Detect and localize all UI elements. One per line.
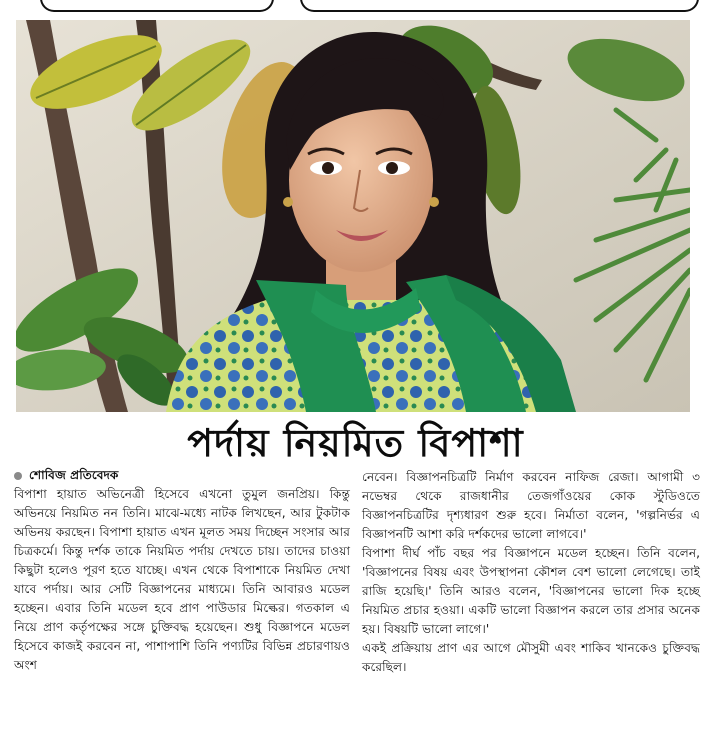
article-headline: পর্দায় নিয়মিত বিপাশা [187, 420, 524, 465]
bullet-icon [14, 472, 22, 480]
article-column-left [14, 466, 350, 675]
body-paragraph: বিপাশা হায়াত অভিনেত্রী হিসেবে এখনো তুমুল জনপ্রিয়। কিন্তু অভিনয়ে নিয়মিত নন তিনি। মাঝে-মধ্যে নাটক লিখছেন, আর টুকটাক অভিনয় করছেন। বিপাশা হায়াত এখন মূলত সময় দিচ্ছেন সংসার আর চিত্রকর্মে। কিন্তু দর্শক তাকে নিয়মিত পর্দায় দেখতে চায়। তাদের চাওয়া কিছুটা হলেও পূরণ হতে যাচ্ছে। এখন থেকে বিপাশাকে নিয়মিত দেখা যাবে পর্দায়। আর সেটি বিজ্ঞাপনের মাধ্যমে। তিনি আবারও মডেল হচ্ছেন। এবার তিনি মডেল হবে প্রাণ পাউডার মিল্কের। গতকাল এ নিয়ে প্রাণ কর্তৃপক্ষের সঙ্গে চুক্তিবদ্ধ হয়েছেন। শুধু বিজ্ঞাপনে মডেল হিসেবে কাজই করবেন না, পাশাপাশি তিনি পণ্যটির বিভিন্ন প্রচারণায়ও অংশ [14, 487, 350, 672]
article-column-right [362, 468, 700, 677]
body-paragraph: একই প্রক্রিয়ায় প্রাণ এর আগে মৌসুমী এবং শাকিব খানকেও চুক্তিবদ্ধ করেছিল। [362, 641, 700, 674]
body-paragraph: বিপাশা দীর্ঘ পাঁচ বছর পর বিজ্ঞাপনে মডেল হচ্ছেন। তিনি বলেন, 'বিজ্ঞাপনের বিষয় এবং উপস্থাপনা কৌশল বেশ ভালো লেগেছে। তাই রাজি হয়েছি।' তিনি আরও বলেন, 'বিজ্ঞাপনের ভালো দিক হচ্ছে নিয়মিত প্রচার হওয়া। একটি ভালো বিজ্ঞাপন করলে তার প্রসার অনেক হয়। বিষয়টি ভালো লাগে।' [362, 546, 700, 636]
byline-text: শোবিজ প্রতিবেদক [29, 468, 119, 482]
decorative-border-right [300, 0, 699, 12]
previous-article-border [0, 0, 711, 14]
byline [14, 466, 350, 485]
decorative-border-left [40, 0, 274, 12]
article-photo [16, 20, 690, 412]
body-paragraph: নেবেন। বিজ্ঞাপনচিত্রটি নির্মাণ করবেন নাফিজ রেজা। আগামী ৩ নভেম্বর থেকে রাজধানীর তেজগাঁওয়ের কোক স্টুডিওতে বিজ্ঞাপনচিত্রটির দৃশ্যধারণ শুরু হবে। নির্মাতা বলেন, 'গল্পনির্ভর এ বিজ্ঞাপনটি আশা করি দর্শকদের ভালো লাগবে।' [362, 470, 700, 541]
